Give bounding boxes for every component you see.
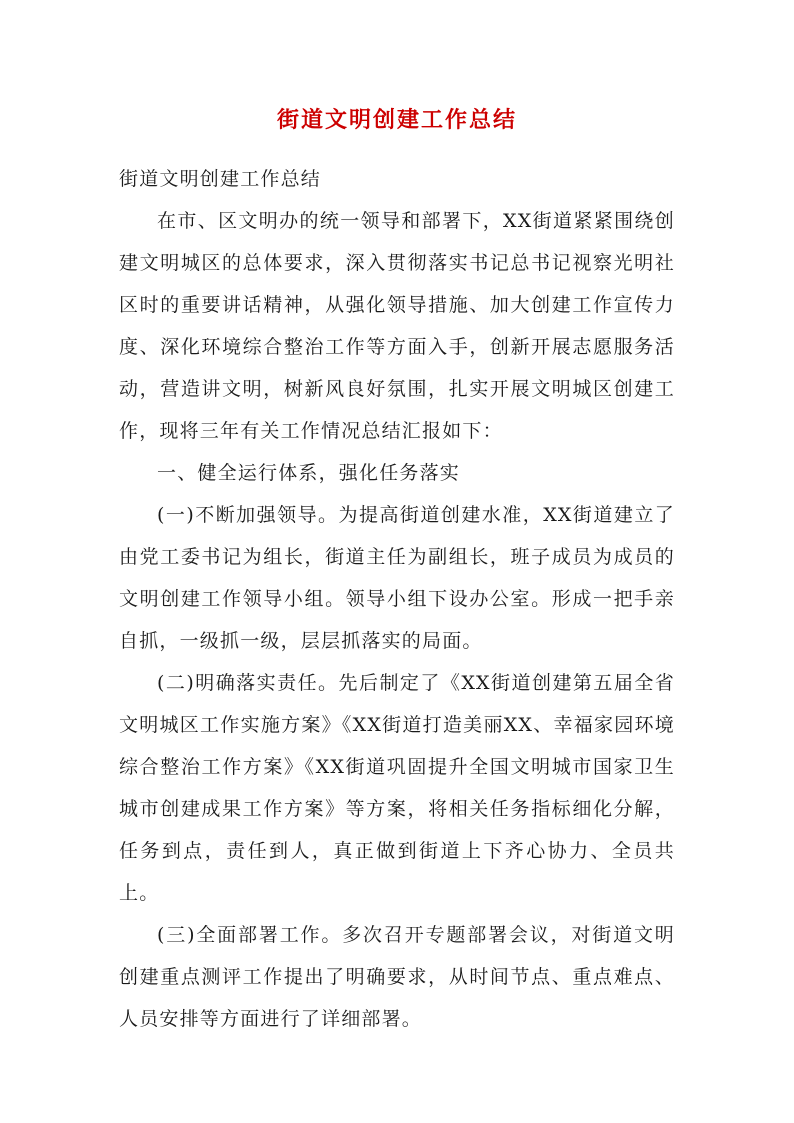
paragraph-item-3: (三)全面部署工作。多次召开专题部署会议，对街道文明创建重点测评工作提出了明确要求，从时间节点、重点难点、人员安排等方面进行了详细部署。 [119, 924, 675, 1030]
document-title: 街道文明创建工作总结 [276, 107, 517, 133]
section-heading-1: 一、健全运行体系，强化任务落实 [157, 462, 461, 484]
document-body [119, 158, 675, 1040]
paragraph-item-1: (一)不断加强领导。为提高街道创建水准，XX街道建立了由党工委书记为组长，街道主任为副组长，班子成员为成员的文明创建工作领导小组。领导小组下设办公室。形成一把手亲自抓，一级抓一级，层层抓落实的局面。 [119, 504, 675, 652]
paragraph-item-2: (二)明确落实责任。先后制定了《XX街道创建第五届全省文明城区工作实施方案》《XX街道打造美丽XX、幸福家园环境综合整治工作方案》《XX街道巩固提升全国文明城市国家卫生城市创建成果工作方案》等方案，将相关任务指标细化分解，任务到点，责任到人，真正做到街道上下齐心协力、全员共上。 [119, 672, 675, 904]
paragraph-intro: 在市、区文明办的统一领导和部署下，XX街道紧紧围绕创建文明城区的总体要求，深入贯彻落实书记总书记视察光明社区时的重要讲话精神，从强化领导措施、加大创建工作宣传力度、深化环境综合整治工作等方面入手，创新开展志愿服务活动，营造讲文明，树新风良好氛围，扎实开展文明城区创建工作，现将三年有关工作情况总结汇报如下： [119, 210, 675, 442]
document-subtitle: 街道文明创建工作总结 [119, 168, 322, 190]
